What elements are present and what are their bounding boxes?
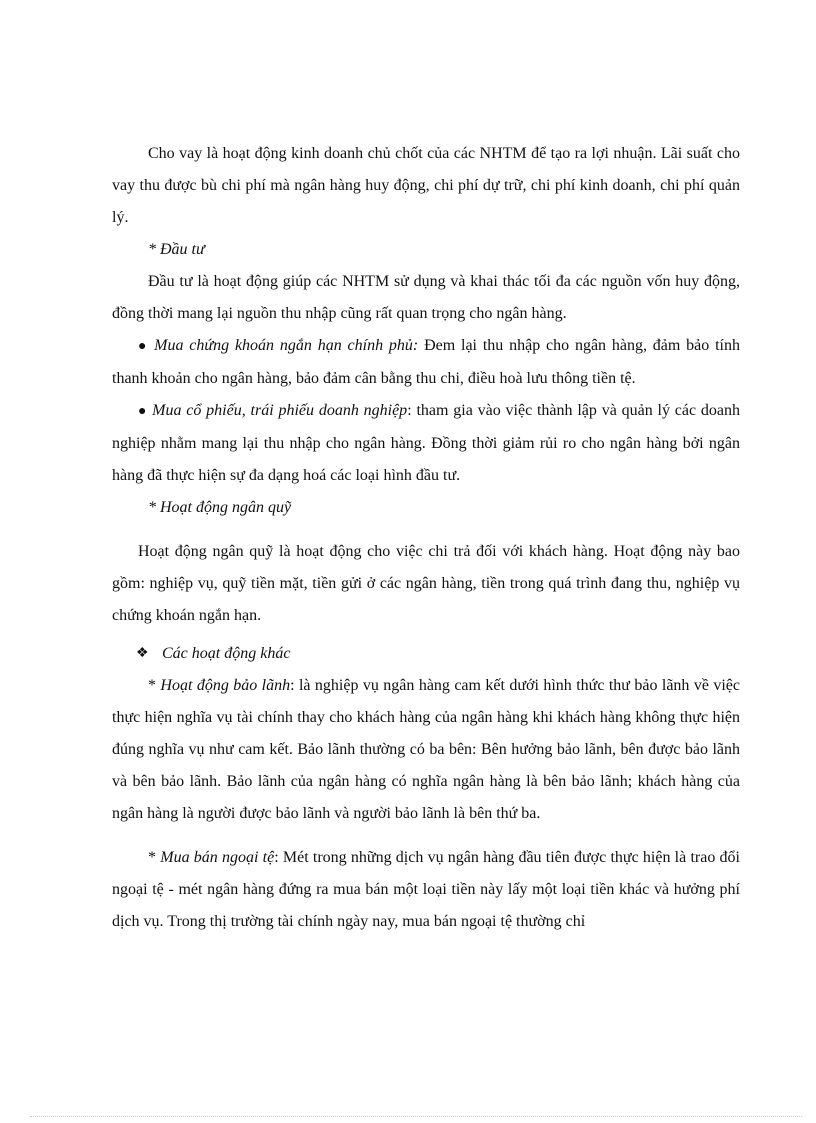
paragraph-dau-tu: Đầu tư là hoạt động giúp các NHTM sử dụng và khai thác tối đa các nguồn vốn huy động, đồng thời mang lại nguồn thu nhập cũng rất quan trọng cho ngân hàng. bbox=[112, 273, 740, 322]
diamond-bullet-icon: ❖ bbox=[136, 646, 149, 661]
heading-dau-tu: * Đầu tư bbox=[148, 241, 205, 258]
paragraph-bao-lanh bbox=[112, 670, 740, 830]
term-text: : là nghiệp vụ ngân hàng cam kết dưới hình thức thư bảo lãnh về việc thực hiện nghĩa vụ tài chính thay cho khách hàng của ngân hàng khi khách hàng không thực hiện đúng nghĩa vụ như cam kết. Bảo lãnh thường có ba bên: Bên hưởng bảo lãnh, bên được bảo lãnh và bên bảo lãnh. Bảo lãnh của ngân hàng có nghĩa ngân hàng là bên bảo lãnh; khách hàng của ngân hàng là người được bảo lãnh và người bảo lãnh là bên thứ ba. bbox=[112, 677, 740, 822]
bullet-text: Đem lại thu nhập cho ngân hàng, đảm bảo tính thanh khoản cho ngân hàng, bảo đảm cân bằng thu chi, điều hoà lưu thông tiền tệ. bbox=[112, 337, 740, 387]
heading-text: Các hoạt động khác bbox=[162, 645, 291, 662]
star-marker: * bbox=[148, 849, 161, 866]
bullet-label: Mua cổ phiếu, trái phiếu doanh nghiệp bbox=[152, 402, 408, 419]
term-label: Mua bán ngoại tệ bbox=[160, 849, 275, 866]
bullet-dot-icon: ● bbox=[138, 404, 148, 419]
paragraph-ngoai-te bbox=[112, 842, 740, 938]
bullet-label: Mua chứng khoán ngắn hạn chính phủ: bbox=[154, 337, 419, 354]
page-bottom-dotted-rule bbox=[30, 1116, 802, 1117]
bullet-dot-icon: ● bbox=[138, 339, 149, 354]
bullet-chung-khoan bbox=[112, 330, 740, 395]
heading-ngan-quy: * Hoạt động ngân quỹ bbox=[148, 499, 292, 516]
paragraph-cho-vay: Cho vay là hoạt động kinh doanh chủ chốt của các NHTM để tạo ra lợi nhuận. Lãi suất cho vay thu được bù chi phí mà ngân hàng huy động, chi phí dự trữ, chi phí kinh doanh, chi phí quản lý. bbox=[112, 145, 740, 226]
document-body bbox=[112, 138, 740, 938]
bullet-text: : tham gia vào việc thành lập và quản lý các doanh nghiệp nhằm mang lại thu nhập cho ngân hàng. Đồng thời giảm rủi ro cho ngân hàng bởi ngân hàng đã thực hiện sự đa dạng hoá các loại hình đầu tư. bbox=[112, 402, 741, 484]
star-marker: * bbox=[148, 677, 161, 694]
paragraph-ngan-quy: Hoạt động ngân quỹ là hoạt động cho việc chi trả đối với khách hàng. Hoạt động này bao gồm: nghiệp vụ, quỹ tiền mặt, tiền gửi ở các ngân hàng, tiền trong quá trình đang thu, nghiệp vụ chứng khoán ngắn hạn. bbox=[112, 543, 740, 624]
term-text: : Mét trong những dịch vụ ngân hàng đầu tiên được thực hiện là trao đổi ngoại tệ - mét ngân hàng đứng ra mua bán một loại tiền này lấy một loại tiền khác và hưởng phí dịch vụ. Trong thị trường tài chính ngày nay, mua bán ngoại tệ thường chỉ bbox=[112, 849, 741, 930]
spacer bbox=[112, 830, 740, 842]
bullet-co-phieu bbox=[112, 395, 740, 492]
term-label: Hoạt động bảo lãnh bbox=[160, 677, 291, 694]
spacer bbox=[112, 524, 740, 536]
heading-cac-hoat-dong-khac bbox=[112, 638, 740, 670]
